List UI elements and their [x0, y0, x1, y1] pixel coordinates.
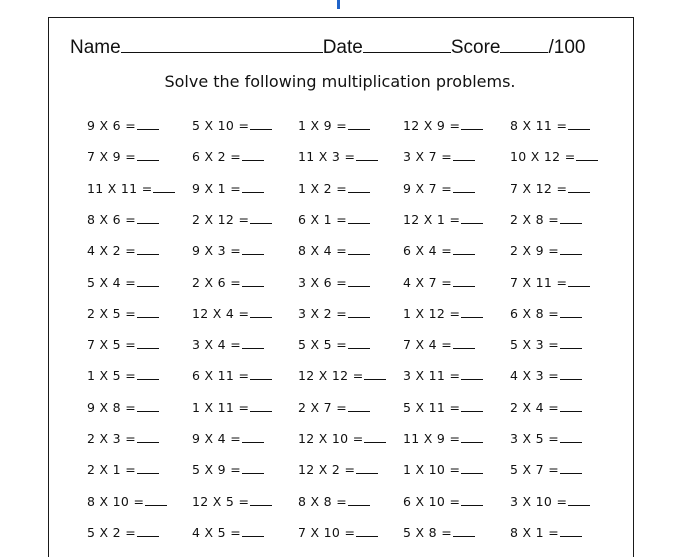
answer-blank[interactable] — [348, 495, 370, 506]
problem-text: 5 X 10 = — [192, 118, 250, 133]
answer-blank[interactable] — [568, 119, 590, 130]
problem-text: 4 X 2 = — [87, 243, 136, 259]
answer-blank[interactable] — [461, 307, 483, 318]
problem-text: 12 X 10 = — [298, 431, 364, 446]
date-label: Date — [322, 37, 363, 58]
problem-text: 1 X 2 = — [298, 180, 347, 196]
problem-text: 1 X 9 = — [298, 118, 347, 133]
problem — [510, 212, 582, 227]
problem-text: 6 X 1 = — [298, 211, 347, 227]
answer-blank[interactable] — [242, 338, 264, 349]
score-label: Score — [450, 37, 501, 58]
problem — [298, 462, 378, 477]
problem — [403, 462, 483, 477]
problem-text: 5 X 7 = — [510, 462, 559, 478]
problem — [298, 337, 370, 352]
answer-blank[interactable] — [348, 213, 370, 224]
answer-blank[interactable] — [453, 182, 475, 193]
problem-text: 8 X 6 = — [87, 211, 136, 227]
answer-blank[interactable] — [242, 463, 264, 474]
problem-text: 4 X 3 = — [510, 368, 559, 384]
answer-blank[interactable] — [568, 276, 590, 287]
answer-blank[interactable] — [137, 338, 159, 349]
problem — [510, 275, 590, 290]
score-field[interactable] — [500, 34, 548, 53]
problem-text: 8 X 11 = — [510, 118, 568, 133]
problem-text: 2 X 3 = — [87, 431, 136, 446]
problem-text: 6 X 4 = — [403, 243, 452, 259]
problem — [298, 181, 370, 196]
problem — [403, 243, 475, 258]
problem-text: 12 X 12 = — [298, 368, 364, 384]
answer-blank[interactable] — [250, 401, 272, 412]
problem — [192, 243, 264, 258]
problem-row — [0, 494, 680, 514]
problem-text: 7 X 12 = — [510, 180, 568, 196]
problem — [403, 118, 483, 133]
problem — [298, 118, 370, 133]
answer-blank[interactable] — [461, 369, 483, 380]
problem-row — [0, 118, 680, 138]
problem-text: 2 X 7 = — [298, 399, 347, 415]
problem-row — [0, 181, 680, 201]
score-total: /100 — [548, 37, 586, 58]
problem-row — [0, 400, 680, 420]
problem-row — [0, 337, 680, 357]
problem-text: 8 X 1 = — [510, 524, 559, 540]
problem-text: 5 X 9 = — [192, 462, 241, 478]
problem-text: 3 X 6 = — [298, 274, 347, 290]
name-field[interactable] — [121, 34, 323, 53]
problem-text: 3 X 7 = — [403, 149, 452, 165]
problem-text: 7 X 10 = — [298, 524, 356, 540]
answer-blank[interactable] — [560, 526, 582, 537]
problem-text: 9 X 8 = — [87, 399, 136, 415]
answer-blank[interactable] — [560, 463, 582, 474]
date-field[interactable] — [363, 34, 451, 53]
answer-blank[interactable] — [137, 369, 159, 380]
problem — [510, 431, 582, 446]
answer-blank[interactable] — [461, 119, 483, 130]
answer-blank[interactable] — [250, 213, 272, 224]
answer-blank[interactable] — [453, 276, 475, 287]
answer-blank[interactable] — [348, 338, 370, 349]
problem — [87, 212, 159, 227]
answer-blank[interactable] — [250, 307, 272, 318]
problem-text: 9 X 3 = — [192, 243, 241, 259]
answer-blank[interactable] — [356, 526, 378, 537]
problem — [87, 525, 159, 540]
top-accent-bar — [337, 0, 340, 9]
problem — [192, 181, 264, 196]
answer-blank[interactable] — [242, 244, 264, 255]
problem — [510, 525, 582, 540]
problem — [403, 368, 483, 383]
answer-blank[interactable] — [242, 526, 264, 537]
problem-text: 3 X 11 = — [403, 368, 461, 384]
problem — [192, 462, 264, 477]
answer-blank[interactable] — [250, 495, 272, 506]
answer-blank[interactable] — [348, 182, 370, 193]
problem-text: 3 X 4 = — [192, 337, 241, 353]
answer-blank[interactable] — [137, 401, 159, 412]
answer-blank[interactable] — [250, 119, 272, 130]
problem — [87, 243, 159, 258]
answer-blank[interactable] — [250, 369, 272, 380]
problem-text: 8 X 4 = — [298, 243, 347, 259]
problem-text: 9 X 1 = — [192, 180, 241, 196]
problem — [510, 306, 582, 321]
problem-text: 9 X 6 = — [87, 118, 136, 133]
problem — [298, 306, 370, 321]
answer-blank[interactable] — [137, 119, 159, 130]
problem — [87, 400, 159, 415]
problem-text: 7 X 9 = — [87, 149, 136, 165]
problem-text: 9 X 4 = — [192, 431, 241, 446]
answer-blank[interactable] — [461, 401, 483, 412]
problem — [298, 368, 386, 383]
problem — [192, 212, 272, 227]
answer-blank[interactable] — [461, 495, 483, 506]
problem-text: 4 X 7 = — [403, 274, 452, 290]
problem — [403, 337, 475, 352]
problem-text: 5 X 3 = — [510, 337, 559, 353]
problem — [403, 525, 475, 540]
answer-blank[interactable] — [461, 463, 483, 474]
answer-blank[interactable] — [364, 432, 386, 443]
problem — [298, 525, 378, 540]
answer-blank[interactable] — [348, 244, 370, 255]
problem — [192, 368, 272, 383]
name-label: Name — [70, 37, 121, 58]
problem-text: 7 X 5 = — [87, 337, 136, 353]
problem-text: 9 X 7 = — [403, 180, 452, 196]
problem-text: 6 X 10 = — [403, 493, 461, 509]
answer-blank[interactable] — [137, 244, 159, 255]
problem-text: 7 X 4 = — [403, 337, 452, 353]
problem-text: 12 X 5 = — [192, 493, 250, 509]
problem-text: 11 X 11 = — [87, 180, 153, 196]
problem-row — [0, 149, 680, 169]
problem — [510, 368, 582, 383]
problem-text: 10 X 12 = — [510, 149, 576, 165]
answer-blank[interactable] — [560, 369, 582, 380]
answer-blank[interactable] — [348, 307, 370, 318]
answer-blank[interactable] — [560, 213, 582, 224]
answer-blank[interactable] — [348, 276, 370, 287]
problem-row — [0, 275, 680, 295]
problem — [192, 275, 264, 290]
answer-blank[interactable] — [145, 495, 167, 506]
problem-text: 11 X 3 = — [298, 149, 356, 165]
problem — [87, 149, 159, 164]
answer-blank[interactable] — [364, 369, 386, 380]
problem-text: 3 X 2 = — [298, 305, 347, 321]
problem-text: 1 X 11 = — [192, 399, 250, 415]
problem — [298, 431, 386, 446]
instructions: Solve the following multiplication problems. — [164, 72, 516, 91]
problem-row — [0, 462, 680, 482]
problem-row — [0, 525, 680, 545]
problem — [87, 494, 167, 509]
problem — [87, 337, 159, 352]
problem-text: 2 X 9 = — [510, 243, 559, 259]
answer-blank[interactable] — [453, 150, 475, 161]
answer-blank[interactable] — [453, 526, 475, 537]
problem — [403, 494, 483, 509]
problem-text: 2 X 6 = — [192, 274, 241, 290]
problem — [192, 431, 264, 446]
answer-blank[interactable] — [137, 526, 159, 537]
problem-row — [0, 243, 680, 263]
problem-text: 4 X 5 = — [192, 524, 241, 540]
problem — [298, 212, 370, 227]
problem — [510, 118, 590, 133]
answer-blank[interactable] — [242, 150, 264, 161]
problem — [510, 400, 582, 415]
answer-blank[interactable] — [242, 276, 264, 287]
problem-text: 12 X 9 = — [403, 118, 461, 133]
problem-text: 2 X 4 = — [510, 399, 559, 415]
problem-text: 6 X 8 = — [510, 305, 559, 321]
problem — [192, 525, 264, 540]
problem — [87, 462, 159, 477]
problem — [87, 118, 159, 133]
answer-blank[interactable] — [568, 495, 590, 506]
problem-text: 6 X 2 = — [192, 149, 241, 165]
answer-blank[interactable] — [348, 401, 370, 412]
problem — [403, 212, 483, 227]
answer-blank[interactable] — [560, 338, 582, 349]
problem-text: 1 X 5 = — [87, 368, 136, 384]
answer-blank[interactable] — [242, 432, 264, 443]
problem — [192, 494, 272, 509]
problem — [510, 494, 590, 509]
answer-blank[interactable] — [153, 182, 175, 193]
problem — [510, 462, 582, 477]
answer-blank[interactable] — [137, 463, 159, 474]
problem — [403, 431, 483, 446]
problem — [403, 400, 483, 415]
problem-text: 3 X 10 = — [510, 493, 568, 509]
worksheet-header — [70, 34, 615, 59]
problem-text: 8 X 10 = — [87, 493, 145, 509]
problem — [403, 275, 475, 290]
problem-text: 5 X 5 = — [298, 337, 347, 353]
answer-blank[interactable] — [137, 150, 159, 161]
problem — [87, 181, 175, 196]
problem — [298, 494, 370, 509]
problem-text: 5 X 11 = — [403, 399, 461, 415]
problem-text: 5 X 2 = — [87, 524, 136, 540]
problem-text: 2 X 12 = — [192, 211, 250, 227]
problem — [87, 275, 159, 290]
answer-blank[interactable] — [348, 119, 370, 130]
problem — [192, 400, 272, 415]
answer-blank[interactable] — [461, 432, 483, 443]
problem-text: 1 X 10 = — [403, 462, 461, 478]
problem-text: 2 X 8 = — [510, 211, 559, 227]
problem-row — [0, 212, 680, 232]
problem-row — [0, 306, 680, 326]
problem — [298, 400, 370, 415]
problem — [192, 118, 272, 133]
problem-text: 2 X 1 = — [87, 462, 136, 478]
problem — [403, 149, 475, 164]
answer-blank[interactable] — [560, 432, 582, 443]
problem — [192, 149, 264, 164]
answer-blank[interactable] — [242, 182, 264, 193]
problem — [87, 431, 159, 446]
problem — [403, 181, 475, 196]
answer-blank[interactable] — [137, 276, 159, 287]
problem — [298, 243, 370, 258]
problem — [298, 149, 378, 164]
answer-blank[interactable] — [560, 244, 582, 255]
problem-text: 8 X 8 = — [298, 493, 347, 509]
problem-text: 12 X 2 = — [298, 462, 356, 478]
problem-text: 1 X 12 = — [403, 305, 461, 321]
problem — [192, 306, 272, 321]
answer-blank[interactable] — [560, 307, 582, 318]
problem-text: 11 X 9 = — [403, 431, 461, 446]
answer-blank[interactable] — [568, 182, 590, 193]
problem-text: 6 X 11 = — [192, 368, 250, 384]
problem — [510, 181, 590, 196]
answer-blank[interactable] — [560, 401, 582, 412]
answer-blank[interactable] — [137, 213, 159, 224]
problem — [87, 368, 159, 383]
problem — [510, 149, 598, 164]
answer-blank[interactable] — [461, 213, 483, 224]
answer-blank[interactable] — [576, 150, 598, 161]
answer-blank[interactable] — [137, 432, 159, 443]
problem-text: 7 X 11 = — [510, 274, 568, 290]
problem-text: 12 X 1 = — [403, 211, 461, 227]
problem-text: 12 X 4 = — [192, 305, 250, 321]
problem-text: 2 X 5 = — [87, 305, 136, 321]
problem — [510, 337, 582, 352]
answer-blank[interactable] — [356, 150, 378, 161]
problem-row — [0, 368, 680, 388]
problem-row — [0, 431, 680, 451]
problem — [87, 306, 159, 321]
problem-text: 3 X 5 = — [510, 431, 559, 446]
answer-blank[interactable] — [356, 463, 378, 474]
problem — [510, 243, 582, 258]
answer-blank[interactable] — [453, 244, 475, 255]
problem — [298, 275, 370, 290]
problem — [403, 306, 483, 321]
answer-blank[interactable] — [137, 307, 159, 318]
answer-blank[interactable] — [453, 338, 475, 349]
problem-text: 5 X 8 = — [403, 524, 452, 540]
problem-text: 5 X 4 = — [87, 274, 136, 290]
problem — [192, 337, 264, 352]
